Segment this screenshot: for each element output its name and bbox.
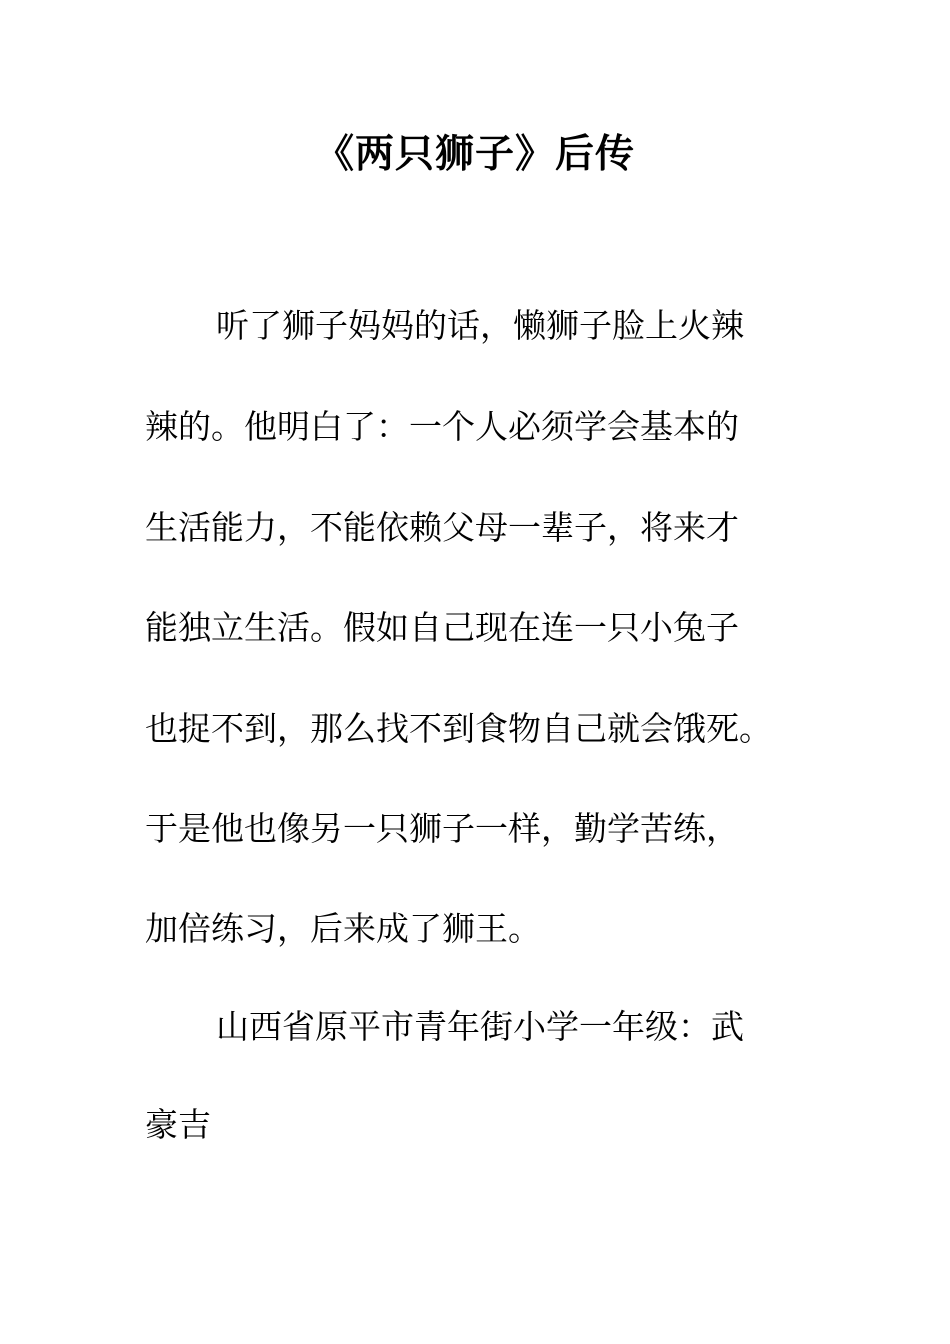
body-line: 也捉不到，那么找不到食物自己就会饿死。 xyxy=(145,709,772,748)
body-line: 生活能力，不能依赖父母一辈子，将来才 xyxy=(145,508,739,547)
author-line: 豪吉 xyxy=(145,1105,211,1144)
body-line: 能独立生活。假如自己现在连一只小兔子 xyxy=(145,608,739,647)
document-title: 《两只狮子》后传 xyxy=(314,131,635,177)
author-line: 山西省原平市青年街小学一年级：武 xyxy=(216,1007,744,1046)
body-line: 于是他也像另一只狮子一样，勤学苦练， xyxy=(145,809,739,848)
body-line: 加倍练习，后来成了狮王。 xyxy=(145,909,541,948)
body-line: 听了狮子妈妈的话，懒狮子脸上火辣 xyxy=(216,306,744,345)
body-line: 辣的。他明白了：一个人必须学会基本的 xyxy=(145,407,739,446)
